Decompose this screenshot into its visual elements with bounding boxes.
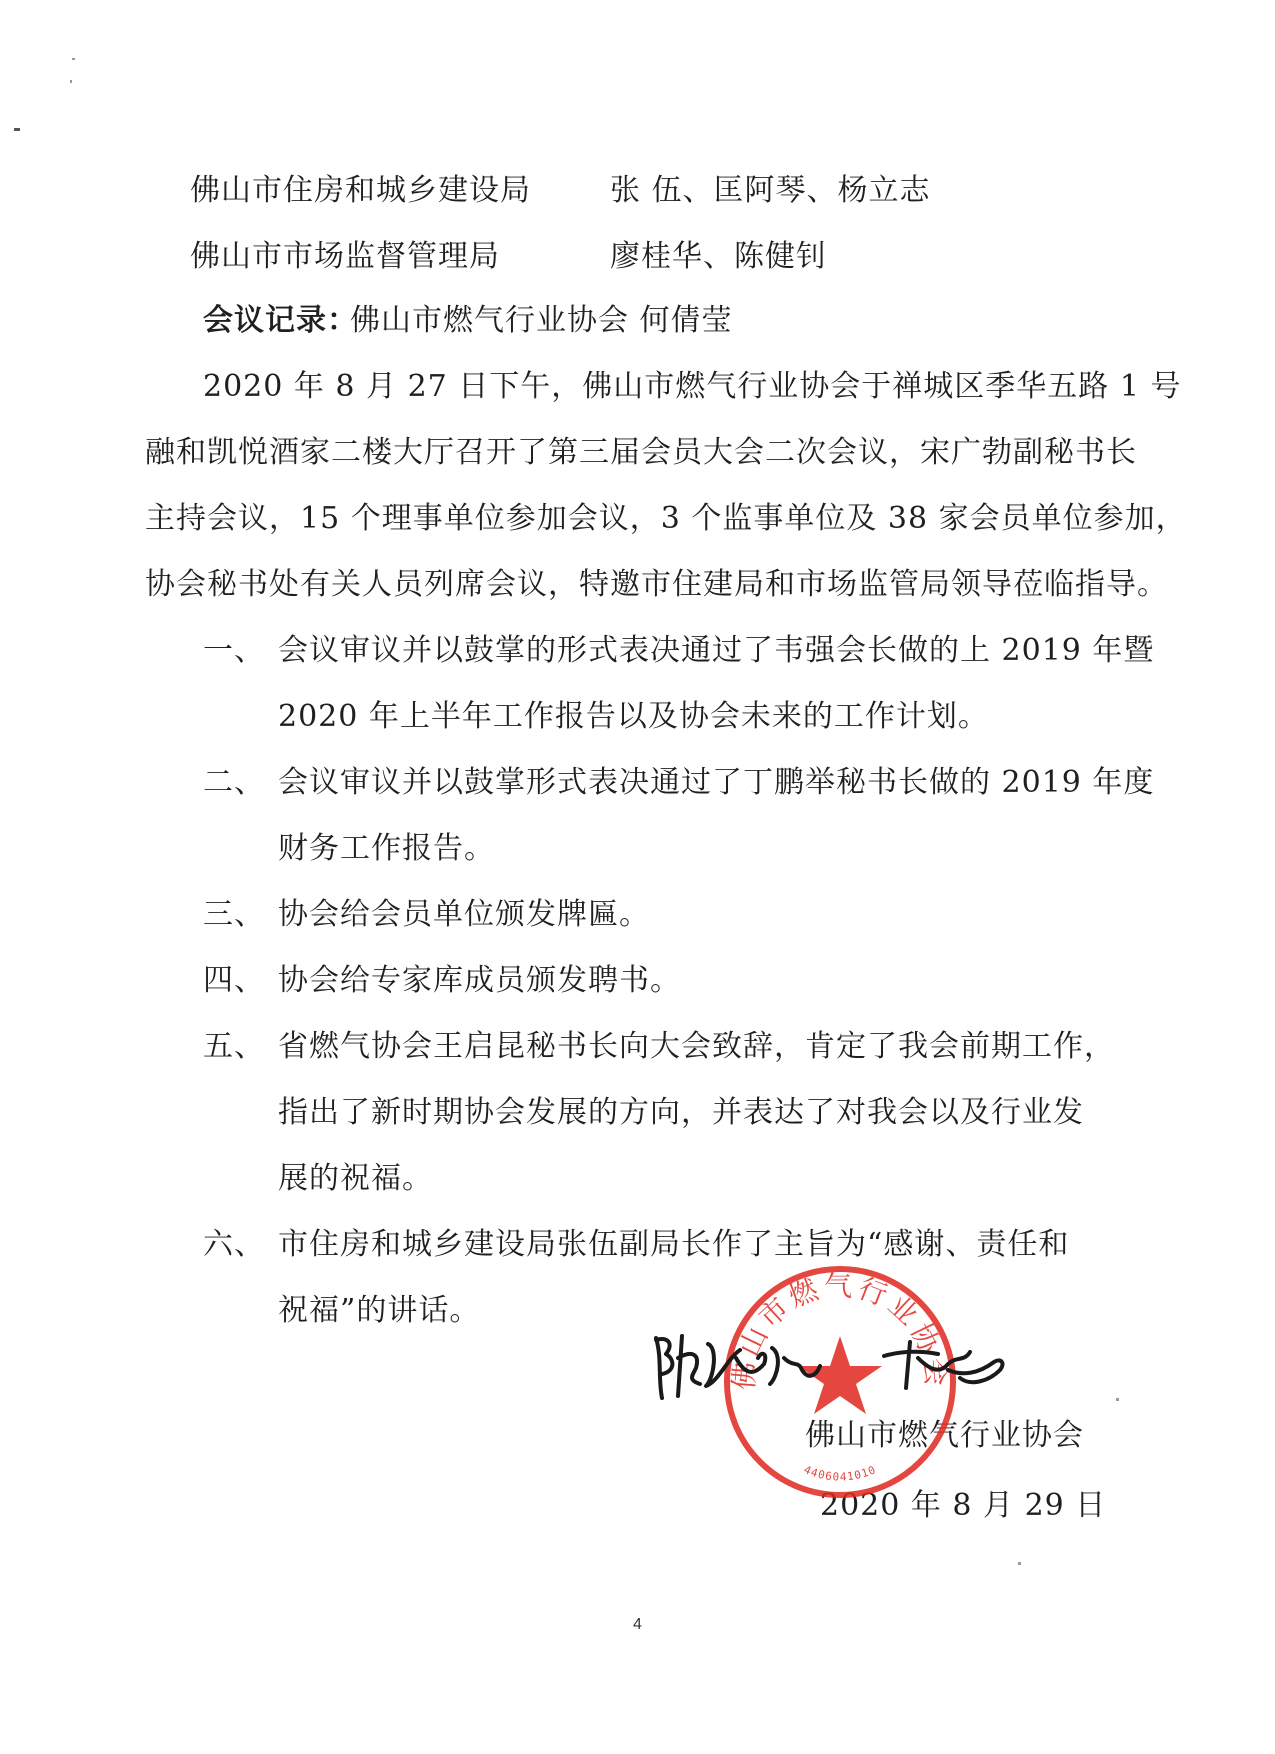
item-number: 五、 — [203, 1029, 265, 1064]
signoff-organization: 佛山市燃气行业协会 — [805, 1418, 1084, 1453]
attendee-org: 佛山市住房和城乡建设局 — [190, 173, 531, 208]
attendee-names: 廖桂华、陈健钊 — [610, 239, 827, 274]
intro-line: 融和凯悦酒家二楼大厅召开了第三届会员大会二次会议，宋广勃副秘书长 — [145, 435, 1137, 470]
intro-line: 协会秘书处有关人员列席会议，特邀市住建局和市场监管局领导莅临指导。 — [145, 567, 1168, 602]
svg-text:佛山市燃气行业协会: 佛山市燃气行业协会 — [727, 1269, 953, 1392]
item-line: 市住房和城乡建设局张伍副局长作了主旨为“感谢、责任和 — [278, 1227, 1070, 1262]
handwritten-signatures — [648, 1318, 1018, 1408]
item-line: 指出了新时期协会发展的方向，并表达了对我会以及行业发 — [278, 1095, 1084, 1130]
item-line: 协会给会员单位颁发牌匾。 — [278, 897, 650, 932]
signoff-date: 2020 年 8 月 29 日 — [820, 1488, 1107, 1523]
item-line: 财务工作报告。 — [278, 831, 495, 866]
intro-line: 主持会议，15 个理事单位参加会议，3 个监事单位及 38 家会员单位参加， — [145, 501, 1187, 536]
item-line: 展的祝福。 — [278, 1161, 433, 1196]
record-value: 佛山市燃气行业协会 何倩莹 — [350, 303, 733, 338]
scan-speck — [1116, 1398, 1119, 1401]
item-line: 会议审议并以鼓掌的形式表决通过了韦强会长做的上 2019 年暨 — [278, 633, 1155, 668]
item-number: 六、 — [203, 1227, 265, 1262]
item-number: 二、 — [203, 765, 265, 800]
scan-speck — [1018, 1562, 1021, 1565]
svg-text:4406041010: 4406041010 — [801, 1463, 879, 1484]
page-number: 4 — [633, 1616, 642, 1633]
scan-speck — [70, 80, 72, 83]
item-line: 省燃气协会王启昆秘书长向大会致辞，肯定了我会前期工作， — [278, 1029, 1115, 1064]
scan-speck — [14, 128, 20, 131]
item-number: 四、 — [203, 963, 265, 998]
attendee-names: 张 伍、匡阿琴、杨立志 — [610, 173, 931, 208]
attendee-org: 佛山市市场监督管理局 — [190, 239, 500, 274]
record-label: 会议记录： — [203, 303, 358, 338]
item-line: 祝福”的讲话。 — [278, 1293, 481, 1328]
item-number: 一、 — [203, 633, 265, 668]
item-line: 协会给专家库成员颁发聘书。 — [278, 963, 681, 998]
item-line: 会议审议并以鼓掌形式表决通过了丁鹏举秘书长做的 2019 年度 — [278, 765, 1155, 800]
scan-speck — [72, 58, 75, 60]
intro-line: 2020 年 8 月 27 日下午，佛山市燃气行业协会于禅城区季华五路 1 号 — [203, 369, 1182, 404]
item-number: 三、 — [203, 897, 265, 932]
item-line: 2020 年上半年工作报告以及协会未来的工作计划。 — [278, 699, 989, 734]
